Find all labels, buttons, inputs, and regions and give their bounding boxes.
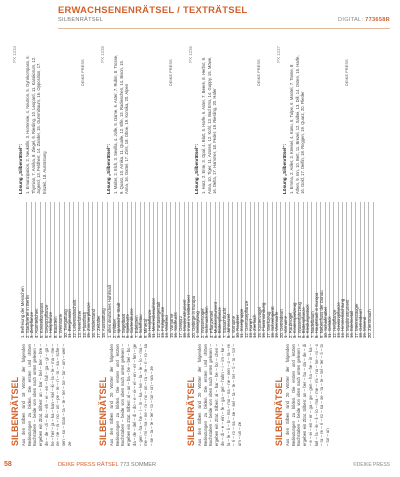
clue-label: 20. Getreideart [278, 309, 284, 338]
answer-list [19, 202, 108, 338]
clue-label: 7. Nadelbaum [309, 311, 315, 338]
clue-label: 14. Himmelsrichtung [340, 298, 346, 338]
solution-footer: DEIKE PRESS [344, 59, 349, 86]
clue-label: 3. Schmuckstein [204, 306, 210, 338]
clue-label: 10. Raubtier [234, 314, 240, 338]
clue-label: 3. Kinderspielzeug [292, 302, 298, 338]
card-instructions: Aus den Silben sind 20 Wörter der folgenden Bedeutungen zu bilden. Die ersten und letzten Buchstaben – beide von oben nach unten gelesen – ergeben ein Zitat. Silben: an – ber – bu – da – de – di – e – ei – en – er – ga – ge – gen – ha – he – in – ka – kel – la – le – li – lo – ma – me – mi – na – ne – ni – o – ra – re – ri – ro – sa – se – ta – te – tel – ter – ti – to – tur – un [285, 344, 330, 446]
card-id: PX 1237 [276, 46, 281, 63]
clue-label: 16. Edelmetall [349, 310, 355, 338]
solution-title: Lösung „Silbenrätsel“: [282, 143, 287, 194]
clue-label: 10. Tiergattung [62, 309, 68, 338]
clue-label: 4. Wasserfahrzeug [296, 302, 302, 338]
clue-label: 1. altes deutsches Hohlmaß [107, 284, 113, 338]
clue-label: 7. Edelstein [133, 315, 139, 338]
clue-label: 13. Gewürzpflanze [336, 302, 342, 338]
clue-label: 12. Gemüsepflanze [243, 300, 249, 338]
solution-title: Lösung „Silbenrätsel“: [18, 143, 23, 194]
clue-label: 15. Küstenvogel [256, 307, 262, 338]
clue-label: 18. Schreibgerät [270, 306, 276, 338]
card-title: SILBENRÄTSEL [10, 376, 20, 446]
solution-text: 1. Emma, 2. Adler, 3. Kreisel, 4. Kanu, 5. Tulpe, 6. Mantel, 7. Tanne, 8. Athen, 9. Inn, 10. Bett, 11. Brezel, 12. Salbei, 13. Dill, 14. Osten, 15. Harfe, 16. Gold, 17. Delfin, 18. Roggen, 19. Quarz, 20. Flieder [289, 55, 306, 194]
card-id: PX 1235 [100, 46, 105, 63]
header-subtitle: SILBENRÄTSEL [58, 17, 104, 23]
clue-label: 11. Gebäck [327, 316, 333, 338]
clue-label: 3. spanische Stadt [116, 302, 122, 338]
clue-label: 2. Wasservogel [199, 308, 205, 338]
clue-label: 10. Heilpflanze [146, 309, 152, 338]
clue-label: 5. Musikinstrument [212, 301, 218, 338]
header-title: ERWACHSENENRÄTSEL / TEXTRÄTSEL [58, 4, 248, 15]
clue-label: 8. Schiffstau [138, 314, 144, 338]
clue-label: 1. Befreiung der Menschen [19, 286, 25, 338]
solution-footer: DEIKE PRESS [80, 59, 85, 86]
answer-row[interactable] [366, 202, 373, 338]
card-instructions: Aus den Silben sind 18 Wörter der folgenden Bedeutungen zu bilden. Die ersten und dritten Buchstaben – beide von oben nach unten gelesen – ergeben ein Zitat. Silben: an – bar – bel – ber – bre – de – de – di – do – eh – ei – en – fall – ga – gi – gü – he – her – ja – ka – kan – kel – ki – la – le – ma – me – ne – ne – ni – no – on – pe – re – ri – ro – sa – sche – sen – so – stan – ta – te – ter – tor – tur – um – wer – ze [21, 344, 72, 446]
header-rule [58, 28, 390, 29]
digital-number: 773658R [365, 17, 390, 23]
clue-label: 7. Strauchfrucht [221, 307, 227, 338]
clue-label: 4. Atomteilchen [34, 308, 39, 338]
clue-label: 8. Jahreszeit [226, 313, 232, 338]
clue-label: 16. Widerstand [91, 309, 96, 338]
clue-label: 2. Stadtviertel in Berlin [24, 295, 30, 338]
clue-label: 7. Heilpflanze [48, 311, 54, 338]
clue-label: 9. Mineral [142, 319, 148, 338]
clue-label: 17. Zeitalter [95, 315, 101, 338]
clue-label: 5. Blütenpflanze [300, 307, 306, 338]
card-title: SILBENRÄTSEL [274, 376, 284, 446]
footer-publisher: ©DEIKE PRESS [352, 462, 390, 468]
clue-label: 11. Bergmassiv [67, 308, 73, 338]
clue-label: 15. Zimmerpflanze [86, 302, 92, 338]
footer-edition: 773 SOMMER [119, 462, 157, 468]
clue-label: 11. Inselgruppe [239, 308, 245, 338]
clue-label: 3. Zierpflanze [29, 311, 35, 338]
clue-label: 12. Heilpflanze [331, 309, 337, 338]
answer-list [195, 202, 289, 338]
clue-label: 19. Mineral [362, 316, 368, 338]
clue-label: 17. Gewürz [177, 316, 183, 338]
clue-label: 18. Ausstattung [100, 308, 106, 338]
clue-label: 4. Segelboot [120, 313, 126, 338]
puzzle-card [274, 40, 372, 446]
card-title: SILBENRÄTSEL [186, 376, 196, 446]
clue-label: 19. Insel im Mittelmeer [186, 294, 192, 338]
page-number: 58 [4, 461, 12, 468]
clue-label: 2. Wildtier [111, 318, 117, 338]
clue-label: 19. Weinsorte [274, 311, 280, 338]
clue-label: 11. Meeresbewohner [151, 297, 157, 338]
clue-label: 17. Werkzeug [265, 311, 271, 338]
clue-label: 4. Pflanzenteil [208, 311, 214, 338]
clue-label: 20. Zierstrauch [366, 309, 372, 338]
card-id: PX 1236 [188, 46, 193, 63]
clue-label: 14. Flussfisch [81, 311, 87, 338]
card-instructions: Aus den Silben sind 20 Wörter der folgenden Bedeutungen zu bilden. Die ersten und letzten Buchstaben – beide von oben nach unten gelesen – ergeben ein Zitat. Silben: al – an – ba – be – bel – bo – da – de – del – di – do – e – ei – el – en – er – fen – ge – gen – ha – he – i – in – ka – ke – la – le – lo – ma – me – mi – na – ne – ni – no – on – ra – re – ri – ro – sa – se – ta – te – ter – to – tur – un – wa – ze [109, 344, 154, 446]
footer-brand-name: DEIKE PRESS RÄTSEL [58, 462, 119, 468]
clue-label: 6. Gewürzpflanze [43, 304, 49, 338]
clue-label: 6. Kleidungsstück [305, 304, 311, 338]
answer-list [107, 202, 201, 338]
clue-label: 14. Wildrind [164, 315, 170, 338]
card-instructions: Aus den Silben sind 20 Wörter der folgenden Bedeutungen zu bilden. Die ersten und dritten Buchstaben – beide von oben nach unten gelesen – ergeben ein Zitat. Silben: al – bar – be – bo – chen – de – di – e – ein – fe – ga – gel – hahn – i – im – ke – la – le – li – lo – ma – mo – na – ne – nen – o – ra – re – ri – ro – sa – se – sel – ta – te – ter – ti – to – tor – um – un – ze [197, 344, 242, 446]
clue-label: 10. Schlafmöbel [322, 307, 328, 338]
clue-label: 20. Gebirge in Europa [190, 295, 196, 338]
solution-title: Lösung „Silbenrätsel“: [106, 143, 111, 194]
clue-label: 14. Zierfisch [252, 314, 258, 338]
clue-label: 5. Kreiselkompass [38, 302, 44, 338]
clue-label: 8. Baustein [53, 316, 58, 338]
clue-label: 18. Getreideart [358, 309, 364, 338]
clue-label: 13. Heerführer [76, 310, 82, 338]
clue-label: 6. Gartenblume [129, 308, 135, 338]
clue-label: 9. Weinsorte [57, 313, 63, 338]
solution-footer: DEIKE PRESS [256, 59, 261, 86]
card-id: PX 1234 [12, 46, 17, 63]
clue-label: 8. Hauptstadt in Europa [314, 292, 320, 338]
clue-label: 13. Kurort [248, 319, 254, 338]
clue-label: 13. Frühgemüse [160, 306, 166, 338]
clue-label: 9. Nebenfluss der Donau [318, 290, 324, 338]
clue-label: 6. Blütenpflanze [217, 307, 223, 338]
clue-label: 12. Fantasiegestalt [155, 301, 161, 338]
card-title: SILBENRÄTSEL [98, 376, 108, 446]
clue-label: 16. Südfrucht [173, 312, 179, 338]
clue-label: 12. Lebensabschnitt [72, 299, 77, 338]
clue-label: 16. Flussmündung [261, 302, 267, 338]
solution-text: 1. Emanzipation, 2. Neukölln, 3. Hortensie, 4. Neutron, 5. Gyrokompass, 6. Thymian, 7. Arnika, 8. Ziegel, 9. Riesling, 10. Leopard, 11. Karakorum, 12. Jugend, 13. Feldherr, 14. Zander, 15. Gummibaum, 16. Opposition, 17. Eiszeit, 18. Ausrüstung [25, 55, 48, 194]
solution-title: Lösung „Silbenrätsel“: [194, 143, 199, 194]
clue-label: 5. Spielkarte [124, 314, 130, 338]
digital-code [338, 17, 390, 23]
digital-label: DIGITAL: [338, 17, 364, 23]
solution-text: 1. Malter, 2. Elch, 3. Sevilla, 4. Jolle, 5. Dame, 6. Aster, 7. Rubin, 8. Trosse, 9. Quarz, 10. Arnika, 11. Qualle, 12. Elfe, 13. Radieschen, 14. Bison, 15. Anna, 16. Dattel, 17. Zimt, 18. Oboe, 19. Korsika, 20. Alpen [113, 54, 130, 194]
footer-brand [58, 462, 156, 468]
clue-label: 18. Musikinstrument [182, 299, 188, 338]
clue-label: 1. Gebirgszug [195, 311, 201, 338]
clue-label: 17. Meeressäuger [353, 303, 359, 338]
clue-label: 15. Vorname [168, 313, 174, 338]
solution-text: 1. Harz, 2. Ente, 3. Opal, 4. Blatt, 5. Harfe, 6. Aster, 7. Beere, 8. Herbst, 9. Anna, 10. Tiger, 11. Azoren, 12. Kohl, 13. Bad Ems, 14. Guppy, 15. Möwe, 16. Delta, 17. Hammer, 18. Feder, 19. Riesling, 20. Hafer [201, 56, 218, 194]
clue-label: 2. Raubvogel [287, 312, 293, 338]
solution-footer: DEIKE PRESS [168, 59, 173, 86]
clue-label: 1. Vorname [283, 316, 289, 338]
answer-list [283, 202, 374, 338]
clue-label: 15. Musikinstrument [344, 299, 350, 338]
clue-label: 9. Vorname [230, 316, 236, 338]
